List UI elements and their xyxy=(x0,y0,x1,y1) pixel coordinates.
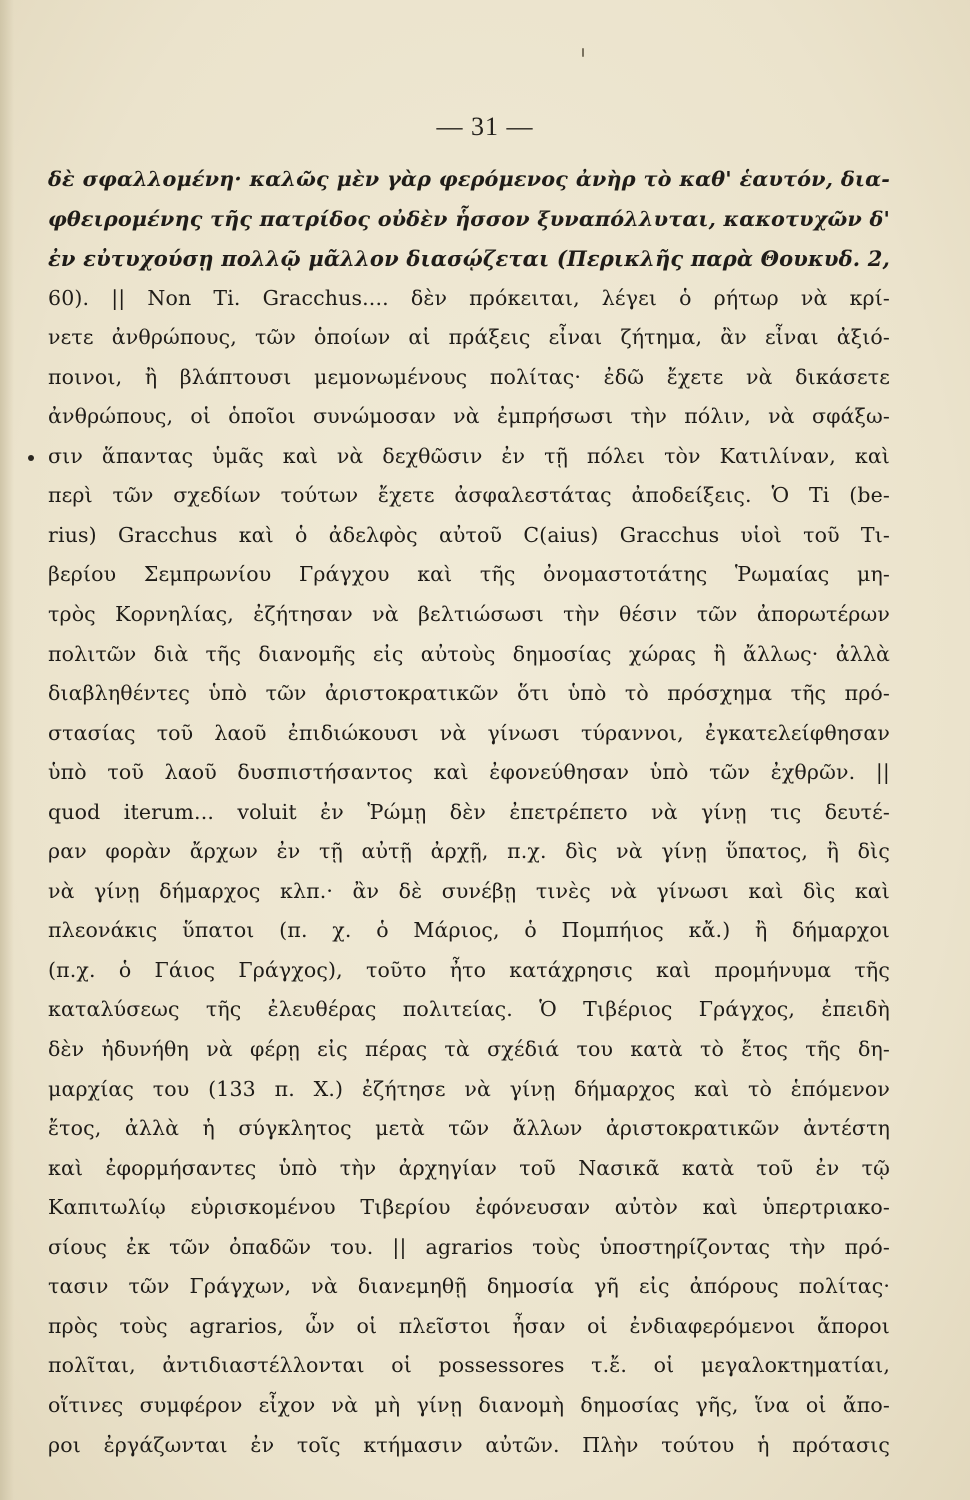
text-line: ὑπὸ τοῦ λαοῦ δυσπιστήσαντος καὶ ἐφονεύθησαν ὑπὸ τῶν ἐχθρῶν. || xyxy=(48,760,890,785)
text-line: rius) Gracchus καὶ ὁ ἀδελφὸς αὐτοῦ C(aius) Gracchus υἱοὶ τοῦ Τι- xyxy=(48,522,890,547)
text-line: μαρχίας του (133 π. Χ.) ἐζήτησε νὰ γίνῃ δήμαρχος καὶ τὸ ἑπόμενον xyxy=(48,1076,890,1101)
text-line: καταλύσεως τῆς ἐλευθέρας πολιτείας. Ὁ Τιβέριος Γράγχος, ἐπειδὴ xyxy=(48,997,890,1022)
text-line: δὲν ἠδυνήθη νὰ φέρῃ εἰς πέρας τὰ σχέδιά του κατὰ τὸ ἔτος τῆς δη- xyxy=(48,1037,890,1062)
text-line: οἵτινες συμφέρον εἶχον νὰ μὴ γίνῃ διανομὴ δημοσίας γῆς, ἵνα οἱ ἄπο- xyxy=(48,1392,890,1417)
text-line: ἔτος, ἀλλὰ ἡ σύγκλητος μετὰ τῶν ἄλλων ἀριστοκρατικῶν ἀντέστη xyxy=(48,1116,890,1141)
text-line: πολῖται, ἀντιδιαστέλλονται οἱ possessores τ.ἔ. οἱ μεγαλοκτηματίαι, xyxy=(48,1353,890,1378)
text-line: σίους ἐκ τῶν ὀπαδῶν του. || agrarios τοὺς ὑποστηρίζοντας τὴν πρό- xyxy=(48,1234,890,1259)
text-line: Καπιτωλίῳ εὑρισκομένου Τιβερίου ἐφόνευσαν αὐτὸν καὶ ὑπερτριακο- xyxy=(48,1195,890,1220)
text-line: 60). || Non Ti. Gracchus.... δὲν πρόκειται, λέγει ὁ ρήτωρ νὰ κρί- xyxy=(48,285,890,310)
text-line: σιν ἅπαντας ὑμᾶς καὶ νὰ δεχθῶσιν ἐν τῇ πόλει τὸν Κατιλίναν, καὶ xyxy=(48,443,890,468)
binding-shadow xyxy=(0,0,14,1500)
text-line: βερίου Σεμπρωνίου Γράγχου καὶ τῆς ὀνομαστοτάτης Ῥωμαίας μη- xyxy=(48,562,890,587)
page-number: — 31 — xyxy=(436,112,534,141)
text-line: ραν φορὰν ἄρχων ἐν τῇ αὐτῇ ἀρχῇ, π.χ. δὶς νὰ γίνῃ ὕπατος, ἢ δὶς xyxy=(48,839,890,864)
text-line: quod iterum... voluit ἐν Ῥώμῃ δὲν ἐπετρέπετο νὰ γίνῃ τις δευτέ- xyxy=(48,799,890,824)
text-line: ἀνθρώπους, οἱ ὁποῖοι συνώμοσαν νὰ ἐμπρήσωσι τὴν πόλιν, νὰ σφάξω- xyxy=(48,404,890,429)
text-line: (π.χ. ὁ Γάιος Γράγχος), τοῦτο ἦτο κατάχρησις καὶ προμήνυμα τῆς xyxy=(48,957,890,982)
text-line: ἐν εὐτυχούσῃ πολλῷ μᾶλλον διασῴζεται (Περικλῆς παρὰ Θουκυδ. 2, xyxy=(48,246,890,272)
text-line: νετε ἀνθρώπους, τῶν ὁποίων αἱ πράξεις εἶναι ζήτημα, ἂν εἶναι ἀξιό- xyxy=(48,325,890,350)
text-line: ροι ἐργάζωνται ἐν τοῖς κτήμασιν αὐτῶν. Πλὴν τούτου ἡ πρότασις xyxy=(48,1432,890,1457)
text-line: καὶ ἐφορμήσαντες ὑπὸ τὴν ἀρχηγίαν τοῦ Νασικᾶ κατὰ τοῦ ἐν τῷ xyxy=(48,1155,890,1180)
text-line: δὲ σφαλλομένη· καλῶς μὲν γὰρ φερόμενος ἀνὴρ τὸ καθ' ἑαυτόν, δια- xyxy=(48,167,890,191)
text-line: νὰ γίνῃ δήμαρχος κλπ.· ἂν δὲ συνέβῃ τινὲς νὰ γίνωσι καὶ δὶς καὶ xyxy=(48,878,890,903)
text-line: πολιτῶν διὰ τῆς διανομῆς εἰς αὐτοὺς δημοσίας χώρας ἢ ἄλλως· ἀλλὰ xyxy=(48,641,890,666)
paper-speck xyxy=(582,48,584,57)
text-line: τασιν τῶν Γράγχων, νὰ διανεμηθῇ δημοσία γῆ εἰς ἀπόρους πολίτας· xyxy=(48,1274,890,1299)
text-line: ποινοι, ἢ βλάπτουσι μεμονωμένους πολίτας· ἐδῶ ἔχετε νὰ δικάσετε xyxy=(48,364,890,389)
text-line: στασίας τοῦ λαοῦ ἐπιδιώκουσι νὰ γίνωσι τύραννοι, ἐγκατελείφθησαν xyxy=(48,720,890,745)
text-line: τρὸς Κορνηλίας, ἐζήτησαν νὰ βελτιώσωσι τὴν θέσιν τῶν ἀπορωτέρων xyxy=(48,602,890,627)
text-line: πρὸς τοὺς agrarios, ὧν οἱ πλεῖστοι ἦσαν οἱ ἐνδιαφερόμενοι ἄποροι xyxy=(48,1313,890,1338)
text-line: πλεονάκις ὕπατοι (π. χ. ὁ Μάριος, ὁ Πομπήιος κἄ.) ἢ δήμαρχοι xyxy=(48,918,890,943)
text-line: περὶ τῶν σχεδίων τούτων ἔχετε ἀσφαλεστάτας ἀποδείξεις. Ὁ Ti (be- xyxy=(48,483,890,508)
ink-dot xyxy=(28,455,34,461)
body-text xyxy=(48,160,890,1465)
text-line: φθειρομένης τῆς πατρίδος οὐδὲν ἧσσον ξυναπόλλυται, κακοτυχῶν δ' xyxy=(48,206,890,231)
text-line: διαβληθέντες ὑπὸ τῶν ἀριστοκρατικῶν ὅτι ὑπὸ τὸ πρόσχημα τῆς πρό- xyxy=(48,681,890,706)
